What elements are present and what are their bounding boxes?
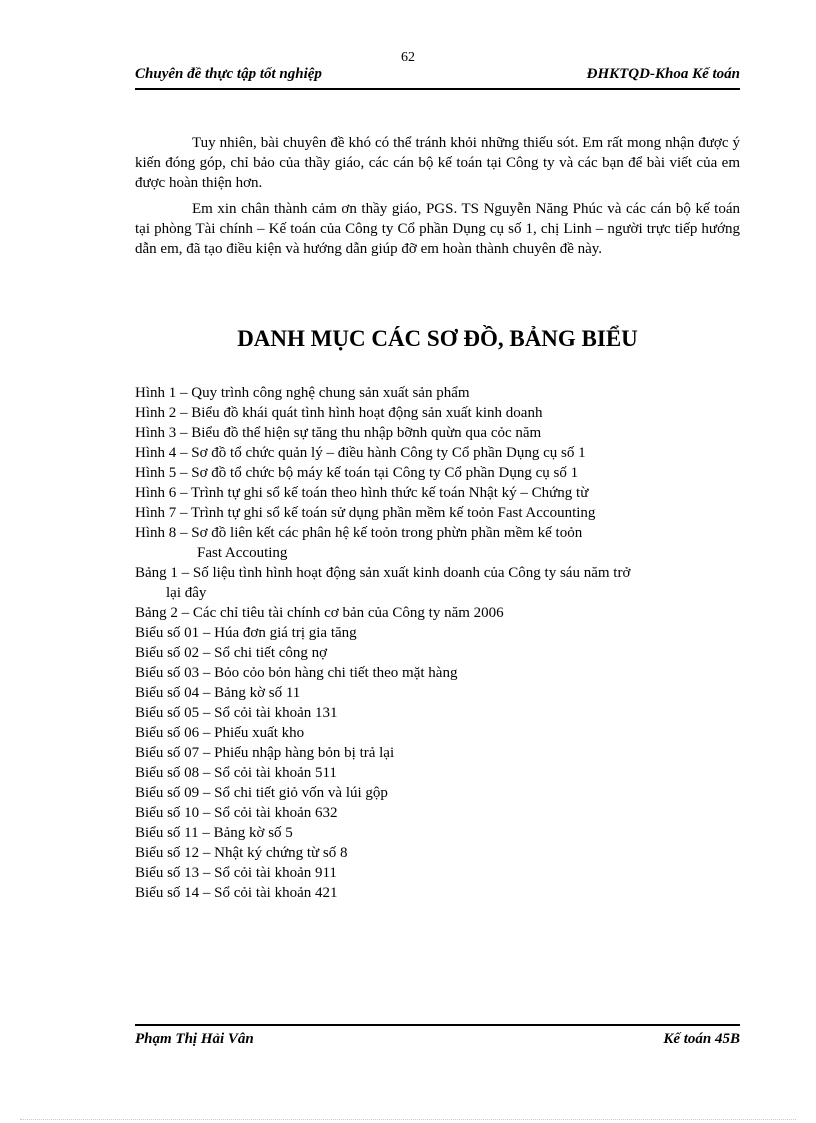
list-item-text: Biểu số 11 – Bảng kờ số 5 xyxy=(135,825,293,841)
list-item xyxy=(135,823,740,843)
footer-author: Phạm Thị Hải Vân xyxy=(135,1031,254,1047)
page-number: 62 xyxy=(401,50,415,65)
list-item xyxy=(135,643,740,663)
list-item-text: Hình 7 – Trình tự ghi sổ kế toán sử dụng phần mềm kế toỏn Fast Accounting xyxy=(135,505,596,521)
list-item-text: Biểu số 07 – Phiếu nhập hàng bỏn bị trả lại xyxy=(135,745,395,761)
list-item-text: Hình 8 – Sơ đồ liên kết các phân hệ kế toỏn trong phừn phần mềm kế toỏn xyxy=(135,525,583,541)
intro-paragraph-1: Tuy nhiên, bài chuyên đề khó có thể tránh khỏi những thiếu sót. Em rất mong nhận được ý kiến đóng góp, chỉ bảo của thầy giáo, các cán bộ kế toán tại Công ty và các bạn để bài viết của em được hoàn thiện hơn. xyxy=(135,135,740,191)
header-title-left: Chuyên đề thực tập tốt nghiệp xyxy=(135,66,322,82)
list-item xyxy=(135,503,740,523)
header-title-right: ĐHKTQD-Khoa Kế toán xyxy=(586,66,740,82)
figure-table-list xyxy=(135,383,740,903)
list-item-text: Biểu số 02 – Sổ chi tiết công nợ xyxy=(135,645,328,661)
footer-divider xyxy=(135,1024,740,1026)
list-item-text: Bảng 1 – Số liệu tình hình hoạt động sản xuất kinh doanh của Công ty sáu năm trở xyxy=(135,565,631,581)
list-item-text: Biểu số 06 – Phiếu xuất kho xyxy=(135,725,305,741)
list-item-text: Biểu số 14 – Sổ cỏi tài khoản 421 xyxy=(135,885,338,901)
list-item xyxy=(135,683,740,703)
list-item xyxy=(135,663,740,683)
intro-paragraph-2: Em xin chân thành cảm ơn thầy giáo, PGS. TS Nguyễn Năng Phúc và các cán bộ kế toán tại phòng Tài chính – Kế toán của Công ty Cổ phần Dụng cụ số 1, chị Linh – người trực tiếp hướng dẫn em, đã tạo điều kiện và hướng dẫn giúp đỡ em hoàn thành chuyên đề này. xyxy=(135,201,740,257)
list-item-text: Hình 6 – Trình tự ghi sổ kế toán theo hình thức kế toán Nhật ký – Chứng từ xyxy=(135,485,589,501)
list-item xyxy=(135,483,740,503)
list-item-text: Hình 5 – Sơ đồ tổ chức bộ máy kế toán tại Công ty Cổ phần Dụng cụ số 1 xyxy=(135,465,579,481)
list-item xyxy=(135,763,740,783)
intro-section xyxy=(135,133,740,265)
list-item xyxy=(135,843,740,863)
list-item xyxy=(135,523,740,563)
list-item-text: Hình 3 – Biểu đồ thể hiện sự tăng thu nhập bỡnh quừn qua cỏc năm xyxy=(135,425,542,441)
section-title: DANH MỤC CÁC SƠ ĐỒ, BẢNG BIỂU xyxy=(237,326,638,351)
list-item xyxy=(135,603,740,623)
page-edge-divider xyxy=(20,1119,796,1120)
list-item-text: Biểu số 12 – Nhật ký chứng từ số 8 xyxy=(135,845,348,861)
page-header xyxy=(135,66,740,90)
list-item-text: Biểu số 10 – Sổ cỏi tài khoản 632 xyxy=(135,805,338,821)
list-item-continuation: Fast Accouting xyxy=(197,545,288,561)
list-item-text: Bảng 2 – Các chỉ tiêu tài chính cơ bản của Công ty năm 2006 xyxy=(135,605,504,621)
list-item xyxy=(135,463,740,483)
list-item-text: Hình 1 – Quy trình công nghệ chung sản xuất sản phẩm xyxy=(135,385,470,401)
list-item xyxy=(135,883,740,903)
list-item-text: Biểu số 08 – Sổ cỏi tài khoản 511 xyxy=(135,765,337,781)
list-item-text: Biểu số 13 – Sổ cỏi tài khoản 911 xyxy=(135,865,337,881)
list-item-text: Biểu số 04 – Bảng kờ số 11 xyxy=(135,685,301,701)
list-item-continuation: lại đây xyxy=(166,585,207,601)
list-item xyxy=(135,863,740,883)
list-item xyxy=(135,563,740,603)
list-item xyxy=(135,423,740,443)
list-item-text: Biểu số 01 – Húa đơn giá trị gia tăng xyxy=(135,625,357,641)
list-item-text: Biểu số 05 – Sổ cỏi tài khoản 131 xyxy=(135,705,338,721)
list-item xyxy=(135,783,740,803)
footer-class: Kế toán 45B xyxy=(663,1031,740,1047)
list-item-text: Hình 2 – Biểu đồ khái quát tình hình hoạt động sản xuất kinh doanh xyxy=(135,405,543,421)
list-item xyxy=(135,623,740,643)
list-item-text: Biểu số 03 – Bỏo cỏo bỏn hàng chi tiết theo mặt hàng xyxy=(135,665,458,681)
list-item xyxy=(135,803,740,823)
list-item-text: Hình 4 – Sơ đồ tổ chức quản lý – điều hành Công ty Cổ phần Dụng cụ số 1 xyxy=(135,445,586,461)
list-item xyxy=(135,383,740,403)
list-item-text: Biểu số 09 – Sổ chi tiết giỏ vốn và lúi gộp xyxy=(135,785,388,801)
list-item xyxy=(135,403,740,423)
list-item xyxy=(135,723,740,743)
list-item xyxy=(135,443,740,463)
list-item xyxy=(135,703,740,723)
list-item xyxy=(135,743,740,763)
